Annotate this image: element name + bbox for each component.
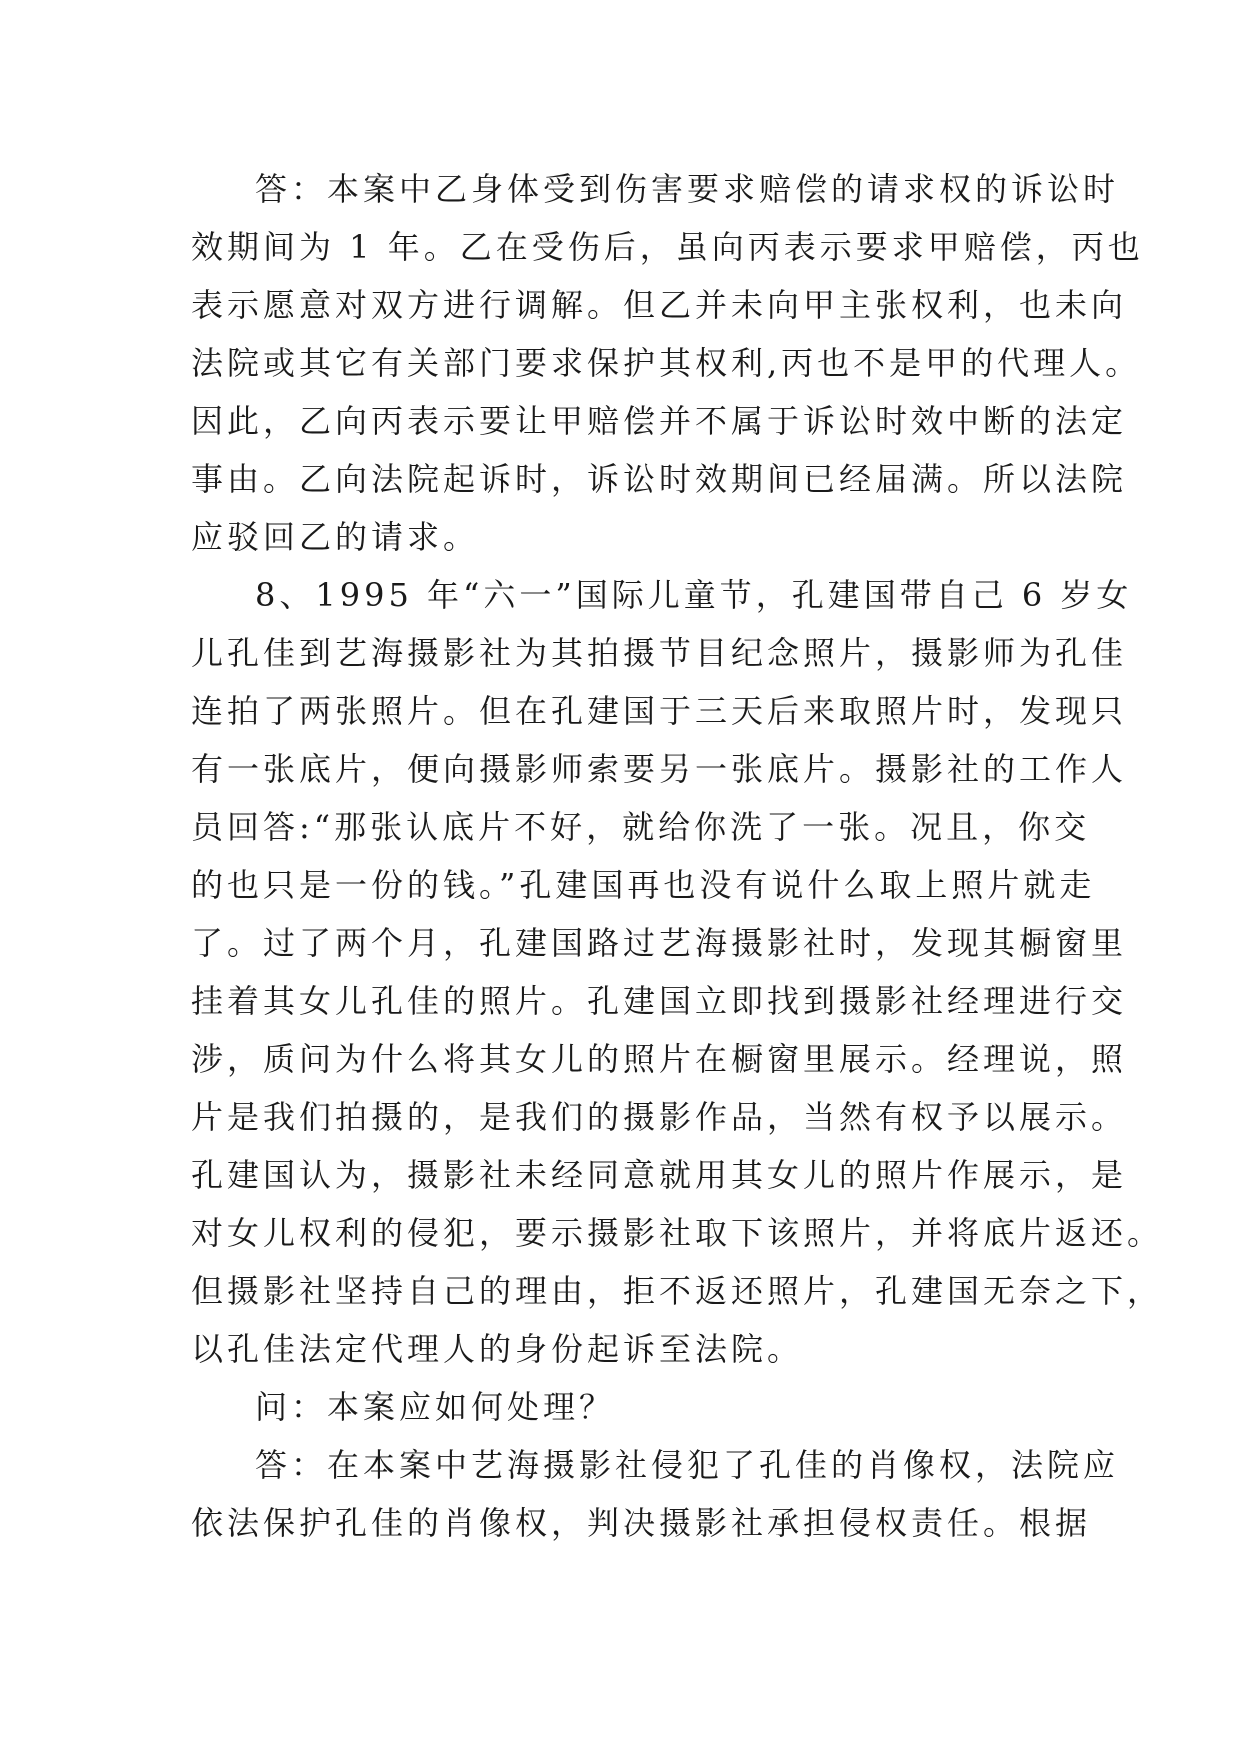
text-line: 依法保护孔佳的肖像权，判决摄影社承担侵权责任。根据 [191, 1504, 1092, 1542]
document-body [191, 160, 1164, 1552]
text-line: 问：本案应如何处理？ [255, 1388, 616, 1426]
text-line: 答：在本案中艺海摄影社侵犯了孔佳的肖像权，法院应 [255, 1446, 1120, 1484]
text-line: 片是我们拍摄的，是我们的摄影作品，当然有权予以展示。 [191, 1098, 1128, 1136]
text-line: 员回答:“那张认底片不好，就给你洗了一张。况且，你交 [191, 808, 1091, 846]
text-line: 事由。乙向法院起诉时，诉讼时效期间已经届满。所以法院 [191, 460, 1128, 498]
text-line: 挂着其女儿孔佳的照片。孔建国立即找到摄影社经理进行交 [191, 982, 1128, 1020]
text-line: 有一张底片，便向摄影师索要另一张底片。摄影社的工作人 [191, 750, 1128, 788]
text-line: 但摄影社坚持自己的理由，拒不返还照片，孔建国无奈之下， [191, 1272, 1164, 1310]
text-line: 应驳回乙的请求。 [191, 518, 480, 556]
text-line: 效期间为 1 年。乙在受伤后，虽向丙表示要求甲赔偿，丙也 [191, 228, 1144, 266]
text-line: 因此，乙向丙表示要让甲赔偿并不属于诉讼时效中断的法定 [191, 402, 1128, 440]
text-line: 以孔佳法定代理人的身份起诉至法院。 [191, 1330, 804, 1368]
text-line: 8、1995 年“六一”国际儿童节，孔建国带自己 6 岁女 [255, 576, 1133, 614]
text-line: 表示愿意对双方进行调解。但乙并未向甲主张权利，也未向 [191, 286, 1128, 324]
text-line: 答：本案中乙身体受到伤害要求赔偿的请求权的诉讼时 [255, 170, 1120, 208]
text-line: 涉，质问为什么将其女儿的照片在橱窗里展示。经理说，照 [191, 1040, 1128, 1078]
text-line: 法院或其它有关部门要求保护其权利,丙也不是甲的代理人。 [191, 344, 1142, 382]
text-line: 了。过了两个月，孔建国路过艺海摄影社时，发现其橱窗里 [191, 924, 1128, 962]
text-line: 对女儿权利的侵犯，要示摄影社取下该照片，并将底片返还。 [191, 1214, 1164, 1252]
text-line: 的也只是一份的钱。”孔建国再也没有说什么取上照片就走 [191, 866, 1096, 904]
text-line: 儿孔佳到艺海摄影社为其拍摄节目纪念照片，摄影师为孔佳 [191, 634, 1128, 672]
text-line: 孔建国认为，摄影社未经同意就用其女儿的照片作展示，是 [191, 1156, 1128, 1194]
text-line: 连拍了两张照片。但在孔建国于三天后来取照片时，发现只 [191, 692, 1128, 730]
